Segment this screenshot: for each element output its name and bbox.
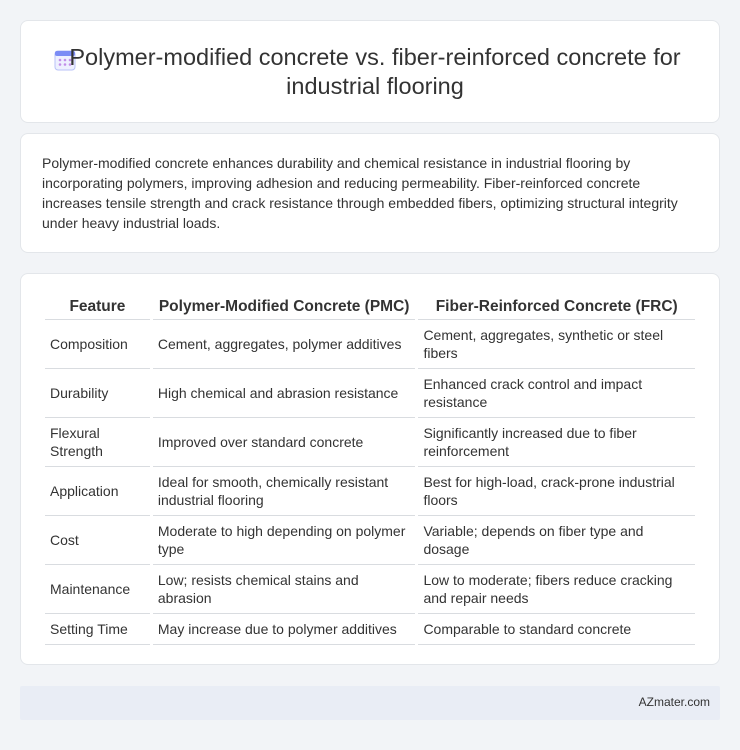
table-row [45, 320, 695, 369]
row-pmc: Improved over standard concrete [153, 418, 416, 467]
header-feature: Feature [45, 295, 150, 320]
footer-bar [20, 686, 720, 720]
page-title: Polymer-modified concrete vs. fiber-reinforced concrete for industrial flooring [69, 44, 681, 99]
row-feature: Flexural Strength [45, 418, 150, 467]
row-frc: Low to moderate; fibers reduce cracking and repair needs [418, 565, 695, 614]
row-frc: Significantly increased due to fiber reinforcement [418, 418, 695, 467]
summary-card [20, 133, 720, 253]
title-card [20, 20, 720, 123]
row-frc: Best for high-load, crack-prone industrial floors [418, 467, 695, 516]
table-row [45, 516, 695, 565]
table-row [45, 369, 695, 418]
row-pmc: Low; resists chemical stains and abrasion [153, 565, 416, 614]
row-frc: Comparable to standard concrete [418, 614, 695, 645]
row-frc: Variable; depends on fiber type and dosage [418, 516, 695, 565]
footer-brand[interactable]: AZmater.com [638, 695, 710, 709]
row-pmc: Moderate to high depending on polymer type [153, 516, 416, 565]
table-card [20, 273, 720, 665]
row-frc: Enhanced crack control and impact resistance [418, 369, 695, 418]
row-pmc: May increase due to polymer additives [153, 614, 416, 645]
table-row [45, 614, 695, 645]
row-pmc: Cement, aggregates, polymer additives [153, 320, 416, 369]
header-pmc: Polymer-Modified Concrete (PMC) [153, 295, 416, 320]
row-feature: Setting Time [45, 614, 150, 645]
table-header-row [45, 295, 695, 320]
row-feature: Composition [45, 320, 150, 369]
header-frc: Fiber-Reinforced Concrete (FRC) [418, 295, 695, 320]
table-row [45, 467, 695, 516]
row-frc: Cement, aggregates, synthetic or steel fibers [418, 320, 695, 369]
row-feature: Maintenance [45, 565, 150, 614]
summary-text: Polymer-modified concrete enhances durability and chemical resistance in industrial flooring by incorporating polymers, improving adhesion and reducing permeability. Fiber-reinforced concrete increases tensile strength and crack resistance through embedded fibers, optimizing structural integrity under heavy industrial loads. [42, 155, 678, 231]
row-feature: Application [45, 467, 150, 516]
row-feature: Cost [45, 516, 150, 565]
row-feature: Durability [45, 369, 150, 418]
row-pmc: High chemical and abrasion resistance [153, 369, 416, 418]
comparison-table [42, 295, 698, 645]
row-pmc: Ideal for smooth, chemically resistant industrial flooring [153, 467, 416, 516]
table-row [45, 565, 695, 614]
table-row [45, 418, 695, 467]
